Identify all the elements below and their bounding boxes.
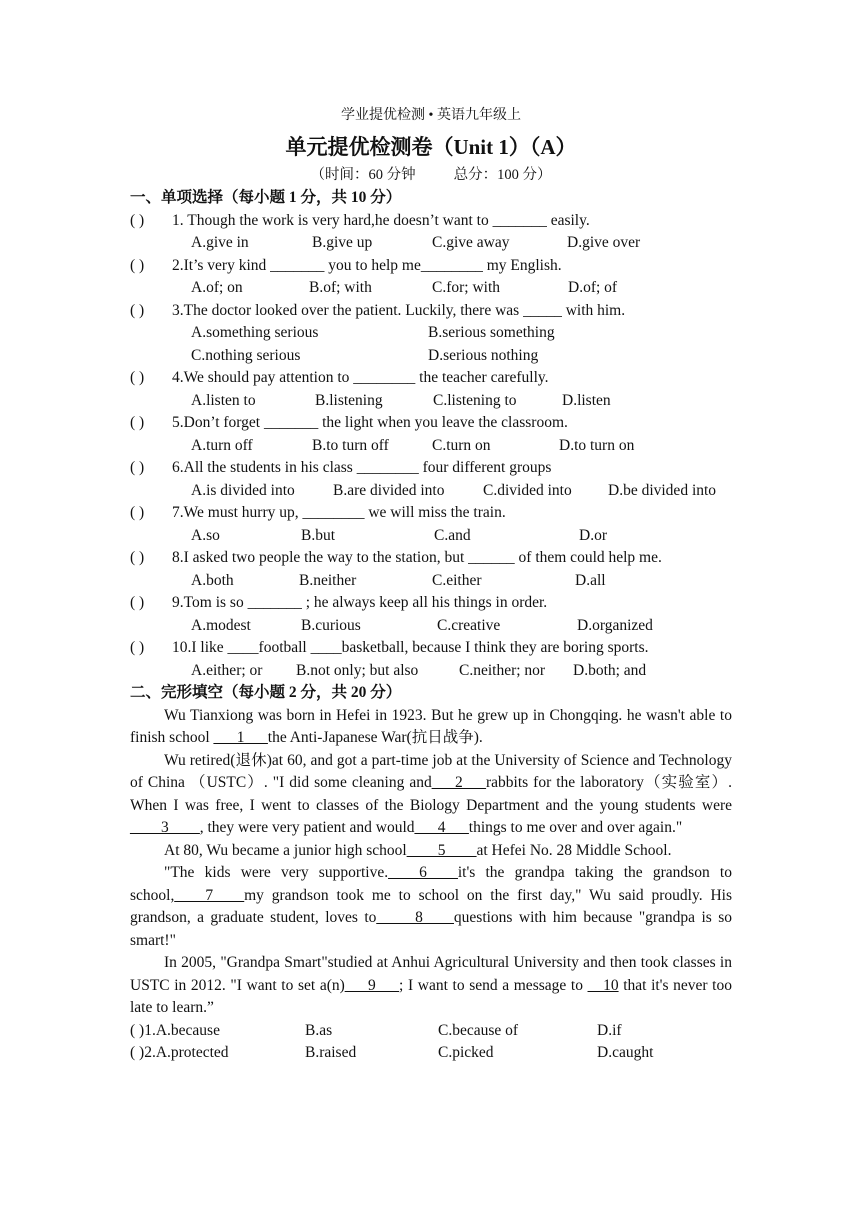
option-row bbox=[130, 345, 732, 368]
answer-paren[interactable]: ( ) bbox=[130, 639, 145, 656]
time-limit: （时间：60 分钟 bbox=[310, 167, 416, 183]
option-C[interactable]: C.either bbox=[432, 571, 482, 589]
question-text: 9.Tom is so _______ ; he always keep all his things in order. bbox=[172, 594, 548, 611]
cloze-paragraph-2: Wu retired(退休)at 60, and got a part-time job at the University of Science and Technology of China （USTC）. "I did some cleaning and___2___rabbits for the laboratory（实验室）. When I was free, I went to classes of the Biology Department and the young students were ____3____, they were very patient and would___4___things to me over and over again." bbox=[130, 751, 732, 836]
option-row bbox=[130, 390, 732, 413]
option-A[interactable]: A.listen to bbox=[191, 391, 256, 409]
option-row bbox=[130, 615, 732, 638]
question-4 bbox=[130, 367, 732, 390]
option-C[interactable]: C.creative bbox=[437, 616, 501, 634]
option-A[interactable]: A.so bbox=[191, 526, 220, 544]
section-heading-2: 二、完形填空（每小题 2 分，共 20 分） bbox=[130, 684, 402, 701]
total-score: 总分：100 分） bbox=[453, 167, 552, 183]
question-text: 10.I like ____football ____basketball, because I think they are boring sports. bbox=[172, 639, 649, 656]
option-D[interactable]: D.of; of bbox=[568, 279, 618, 296]
option-B[interactable]: B.to turn off bbox=[312, 436, 389, 454]
option-B[interactable]: B.curious bbox=[301, 616, 361, 634]
answer-paren[interactable]: ( ) bbox=[130, 549, 145, 566]
option-D[interactable]: D.serious nothing bbox=[428, 346, 539, 364]
cloze-question-2 bbox=[130, 1042, 732, 1065]
question-text: 2.It’s very kind _______ you to help me________ my English. bbox=[172, 256, 562, 274]
option-row bbox=[130, 232, 732, 255]
cloze-paragraph-1: Wu Tianxiong was born in Hefei in 1923. But he grew up in Chongqing. he wasn't able to finish school ___1___the Anti-Japanese War(抗日战争). bbox=[130, 706, 732, 746]
option-row bbox=[130, 660, 732, 683]
question-text: 4.We should pay attention to ________ the teacher carefully. bbox=[172, 369, 549, 386]
question-text: 3.The doctor looked over the patient. Luckily, there was _____ with him. bbox=[172, 301, 626, 319]
option-A[interactable]: A.give in bbox=[191, 234, 249, 251]
cloze-option-D[interactable]: D.if bbox=[597, 1021, 622, 1039]
question-2 bbox=[130, 255, 732, 278]
question-text: 6.All the students in his class ________ four different groups bbox=[172, 459, 552, 476]
answer-paren[interactable]: ( ) bbox=[130, 369, 145, 386]
cloze-blank-7[interactable]: ____7____ bbox=[174, 886, 245, 904]
option-C[interactable]: C.listening to bbox=[433, 391, 517, 409]
option-row bbox=[130, 525, 732, 548]
option-D[interactable]: D.listen bbox=[562, 391, 611, 409]
answer-paren[interactable]: ( ) bbox=[130, 459, 145, 476]
multiple-choice-list bbox=[130, 210, 732, 683]
option-A[interactable]: A.something serious bbox=[191, 324, 319, 341]
exam-page bbox=[130, 103, 732, 1065]
cloze-question-1 bbox=[130, 1020, 732, 1043]
answer-paren[interactable]: ( ) bbox=[130, 414, 145, 431]
page-header: 学业提优检测 • 英语九年级上 bbox=[341, 108, 521, 123]
option-C[interactable]: C.nothing serious bbox=[191, 346, 301, 364]
option-B[interactable]: B.of; with bbox=[309, 279, 372, 296]
option-A[interactable]: A.both bbox=[191, 571, 234, 589]
question-text: 7.We must hurry up, ________ we will miss the train. bbox=[172, 504, 506, 521]
option-D[interactable]: D.all bbox=[575, 571, 606, 589]
cloze-option-C[interactable]: C.because of bbox=[438, 1021, 519, 1039]
page-title: 单元提优检测卷（Unit 1）（A） bbox=[285, 135, 577, 159]
answer-paren[interactable]: ( ) bbox=[130, 211, 145, 229]
option-D[interactable]: D.be divided into bbox=[608, 481, 717, 499]
option-A[interactable]: A.modest bbox=[191, 616, 251, 634]
option-C[interactable]: C.and bbox=[434, 526, 471, 544]
option-B[interactable]: B.are divided into bbox=[333, 481, 445, 499]
option-row bbox=[130, 322, 732, 345]
option-D[interactable]: D.or bbox=[579, 526, 607, 544]
cloze-option-D[interactable]: D.caught bbox=[597, 1044, 654, 1061]
cloze-blank-8[interactable]: _____8____ bbox=[376, 909, 454, 926]
option-row bbox=[130, 435, 732, 458]
question-1 bbox=[130, 210, 732, 233]
option-row bbox=[130, 570, 732, 593]
cloze-blank-9[interactable]: ___9___ bbox=[344, 976, 400, 994]
cloze-option-A[interactable]: ( )1.A.because bbox=[130, 1021, 220, 1039]
option-B[interactable]: B.neither bbox=[299, 571, 357, 589]
answer-paren[interactable]: ( ) bbox=[130, 504, 145, 521]
option-row bbox=[130, 480, 732, 503]
answer-paren[interactable]: ( ) bbox=[130, 301, 145, 319]
option-B[interactable]: B.not only; but also bbox=[296, 661, 419, 679]
cloze-paragraph-4: "The kids were very supportive.____6____it's the grandpa taking the grandson to school,____7____my grandson took me to school on the first day," Wu said proudly. His grandson, a graduate student, loves to_____8____questions with him because "grandpa is so smart!" bbox=[130, 864, 732, 949]
option-row bbox=[130, 277, 732, 300]
cloze-option-A[interactable]: ( )2.A.protected bbox=[130, 1044, 229, 1061]
cloze-blank-1[interactable]: ___1___ bbox=[213, 729, 268, 746]
cloze-answer-list bbox=[130, 1020, 732, 1065]
question-6 bbox=[130, 457, 732, 480]
question-10 bbox=[130, 637, 732, 660]
question-text: 1. Though the work is very hard,he doesn’t want to _______ easily. bbox=[172, 211, 590, 229]
option-D[interactable]: D.both; and bbox=[573, 661, 647, 679]
option-B[interactable]: B.but bbox=[301, 526, 336, 544]
question-text: 8.I asked two people the way to the station, but ______ of them could help me. bbox=[172, 549, 662, 566]
option-C[interactable]: C.divided into bbox=[483, 481, 572, 499]
question-9 bbox=[130, 592, 732, 615]
cloze-blank-10[interactable]: __10 bbox=[587, 976, 619, 994]
option-B[interactable]: B.give up bbox=[312, 234, 373, 251]
answer-paren[interactable]: ( ) bbox=[130, 256, 145, 274]
cloze-blank-3[interactable]: ____3____ bbox=[130, 819, 200, 836]
question-5 bbox=[130, 412, 732, 435]
option-C[interactable]: C.turn on bbox=[432, 436, 491, 454]
question-3 bbox=[130, 300, 732, 323]
question-text: 5.Don’t forget _______ the light when you leave the classroom. bbox=[172, 414, 568, 431]
exam-meta bbox=[130, 163, 732, 187]
option-B[interactable]: B.listening bbox=[315, 391, 383, 409]
option-A[interactable]: A.of; on bbox=[191, 279, 243, 296]
question-8 bbox=[130, 547, 732, 570]
cloze-paragraph-5: In 2005, "Grandpa Smart"studied at Anhui Agricultural University and then took classes in USTC in 2012. "I want to set a(n)___9___; I want to send a message to __10 that it's never too late to learn.” bbox=[130, 954, 732, 1016]
cloze-blank-5[interactable]: ____5____ bbox=[406, 841, 477, 859]
option-D[interactable]: D.organized bbox=[577, 616, 653, 634]
option-A[interactable]: A.is divided into bbox=[191, 481, 295, 499]
option-C[interactable]: C.neither; nor bbox=[459, 661, 546, 679]
answer-paren[interactable]: ( ) bbox=[130, 594, 145, 611]
cloze-blank-6[interactable]: ____6____ bbox=[388, 864, 458, 881]
option-C[interactable]: C.for; with bbox=[432, 279, 501, 296]
option-A[interactable]: A.either; or bbox=[191, 661, 263, 679]
cloze-paragraph-3: At 80, Wu became a junior high school____5____at Hefei No. 28 Middle School. bbox=[164, 841, 672, 859]
option-C[interactable]: C.give away bbox=[432, 234, 510, 251]
cloze-option-C[interactable]: C.picked bbox=[438, 1044, 494, 1061]
cloze-blank-4[interactable]: ___4___ bbox=[414, 819, 469, 836]
option-B[interactable]: B.serious something bbox=[428, 324, 555, 341]
option-D[interactable]: D.give over bbox=[567, 234, 641, 251]
question-7 bbox=[130, 502, 732, 525]
cloze-option-B[interactable]: B.raised bbox=[305, 1044, 357, 1061]
section-heading-1: 一、单项选择（每小题 1 分，共 10 分） bbox=[130, 189, 402, 206]
option-A[interactable]: A.turn off bbox=[191, 436, 253, 454]
option-D[interactable]: D.to turn on bbox=[559, 436, 635, 454]
cloze-option-B[interactable]: B.as bbox=[305, 1021, 333, 1039]
cloze-blank-2[interactable]: ___2___ bbox=[431, 774, 486, 791]
